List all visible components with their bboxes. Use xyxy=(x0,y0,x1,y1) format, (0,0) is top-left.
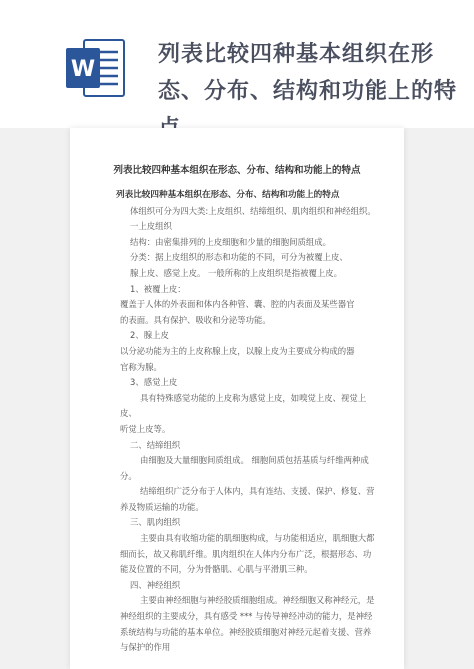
section-heading: 二、结缔组织 xyxy=(130,439,181,450)
section-heading: 3、感觉上皮 xyxy=(130,377,178,388)
section-heading: 四、神经组织 xyxy=(130,579,181,590)
paragraph-line: 由细胞及大量细胞间质组成。 细胞间质包括基质与纤维两种成分。 xyxy=(120,455,369,481)
section-heading: 三、肌肉组织 xyxy=(130,517,181,528)
header-title: 列表比较四种基本组织在形态、分布、结构和功能上的特 xyxy=(158,42,458,104)
paragraph-line: 能及位置的不同，分为骨骼肌、心肌与平滑肌三种。 xyxy=(120,564,313,575)
section-heading: 1、被覆上皮： xyxy=(130,283,186,294)
document-page xyxy=(70,128,404,669)
document-body xyxy=(116,188,380,656)
paragraph-line: 主要由神经细胞与神经胶质细胞组成。神经细胞又称神经元，是 xyxy=(140,595,375,606)
paragraph-line: 分类：据上皮组织的形态和功能的不同，可分为被覆上皮、 xyxy=(130,252,348,263)
paragraph-line: 神经组织的主要成分，具有感受 *** 与传导神经冲动的能力，是神经 xyxy=(120,611,373,622)
section-heading: 2、腺上皮 xyxy=(130,330,169,341)
document-subtitle: 列表比较四种基本组织在形态、分布、结构和功能上的特点 xyxy=(116,190,340,200)
paragraph-line: 系统结构与功能的基本单位。神经胶质细胞对神经元起着支援、营养 xyxy=(120,626,372,637)
paragraph-line: 具有特殊感觉功能的上皮称为感觉上皮，如嗅觉上皮、视觉上皮、 xyxy=(120,392,367,419)
paragraph-line: 以分泌功能为主的上皮称腺上皮，以腺上皮为主要成分构成的器 xyxy=(120,345,355,356)
section-heading: 一上皮组织 xyxy=(130,221,172,232)
paragraph-line: 体组织可分为四大类:上皮组织、结缔组织、肌肉组织和神经组织。 xyxy=(130,205,376,216)
paragraph-line: 主要由具有收缩功能的肌细胞构成，与功能相适应，肌细胞大都 xyxy=(140,533,375,544)
paragraph-line: 结构：由密集排列的上皮细胞和少量的细胞间质组成。 xyxy=(130,236,331,247)
paragraph-line: 结缔组织广泛分布于人体内，具有连结、支援、保护、修复、营 xyxy=(140,486,375,497)
document-title: 列表比较四种基本组织在形态、分布、结构和功能上的特点 xyxy=(113,165,361,176)
paragraph-line: 覆盖于人体的外表面和体内各种管、囊、腔的内表面及某些器官 xyxy=(120,299,355,310)
header xyxy=(0,0,474,128)
paragraph-line: 听觉上皮等。 xyxy=(120,423,171,434)
paragraph-line: 的表面。具有保护、吸收和分泌等功能。 xyxy=(120,314,271,325)
paragraph-line: 腺上皮、感觉上皮。 一般所称的上皮组织是指被覆上皮。 xyxy=(130,267,343,278)
paragraph-line: 官称为腺。 xyxy=(120,361,162,372)
word-document-icon xyxy=(64,38,126,100)
svg-text:W: W xyxy=(70,57,96,82)
paragraph-line: 细而长，故又称肌纤维。肌肉组织在人体内分布广泛，根据形态、功 xyxy=(120,548,372,559)
paragraph-line: 与保护的作用 xyxy=(120,642,171,653)
paragraph-line: 养及物质运输的功能。 xyxy=(120,501,204,512)
